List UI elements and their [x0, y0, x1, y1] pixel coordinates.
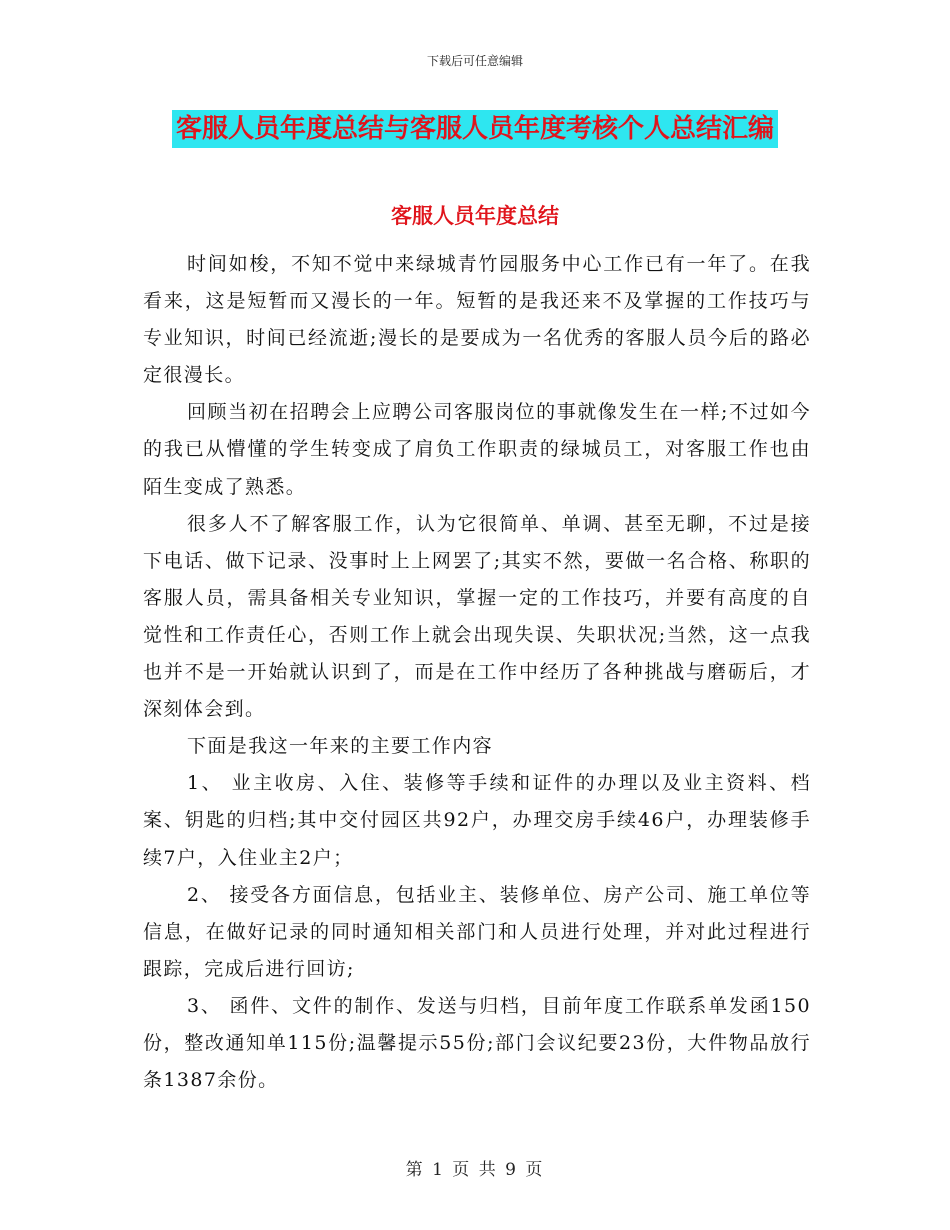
list-item-2: 2、 接受各方面信息，包括业主、装修单位、房产公司、施工单位等信息，在做好记录的同时通知相关部门和人员进行处理，并对此过程进行跟踪，完成后进行回访;	[143, 883, 811, 980]
paragraph-work-heading: 下面是我这一年来的主要工作内容	[187, 735, 494, 758]
page-header-note: 下载后可任意编辑	[426, 54, 523, 68]
paragraph-review: 回顾当初在招聘会上应聘公司客服岗位的事就像发生在一样;不过如今的我已从懵懂的学生转变成了肩负工作职责的绿城员工，对客服工作也由陌生变成了熟悉。	[143, 401, 811, 498]
document-body	[143, 246, 811, 1099]
paragraph-intro: 时间如梭，不知不觉中来绿城青竹园服务中心工作已有一年了。在我看来，这是短暂而又漫长的一年。短暂的是我还来不及掌握的工作技巧与专业知识，时间已经流逝;漫长的是要成为一名优秀的客服人员今后的路必定很漫长。	[143, 253, 811, 387]
page-number: 第 1 页 共 9 页	[405, 1160, 545, 1180]
list-item-1: 1、 业主收房、入住、装修等手续和证件的办理以及业主资料、档案、钥匙的归档;其中交付园区共92户，办理交房手续46户，办理装修手续7户，入住业主2户；	[143, 772, 811, 869]
main-title-container	[0, 110, 950, 148]
section-title: 客服人员年度总结	[391, 204, 559, 228]
paragraph-understanding: 很多人不了解客服工作，认为它很简单、单调、甚至无聊，不过是接下电话、做下记录、没事时上上网罢了;其实不然，要做一名合格、称职的客服人员，需具备相关专业知识，掌握一定的工作技巧，并要有高度的自觉性和工作责任心，否则工作上就会出现失误、失职状况;当然，这一点我也并不是一开始就认识到了，而是在工作中经历了各种挑战与磨砺后，才深刻体会到。	[143, 512, 811, 721]
list-item-3: 3、 函件、文件的制作、发送与归档，目前年度工作联系单发函150份，整改通知单115份;温馨提示55份;部门会议纪要23份，大件物品放行条1387余份。	[143, 994, 811, 1092]
main-title: 客服人员年度总结与客服人员年度考核个人总结汇编	[172, 110, 778, 148]
